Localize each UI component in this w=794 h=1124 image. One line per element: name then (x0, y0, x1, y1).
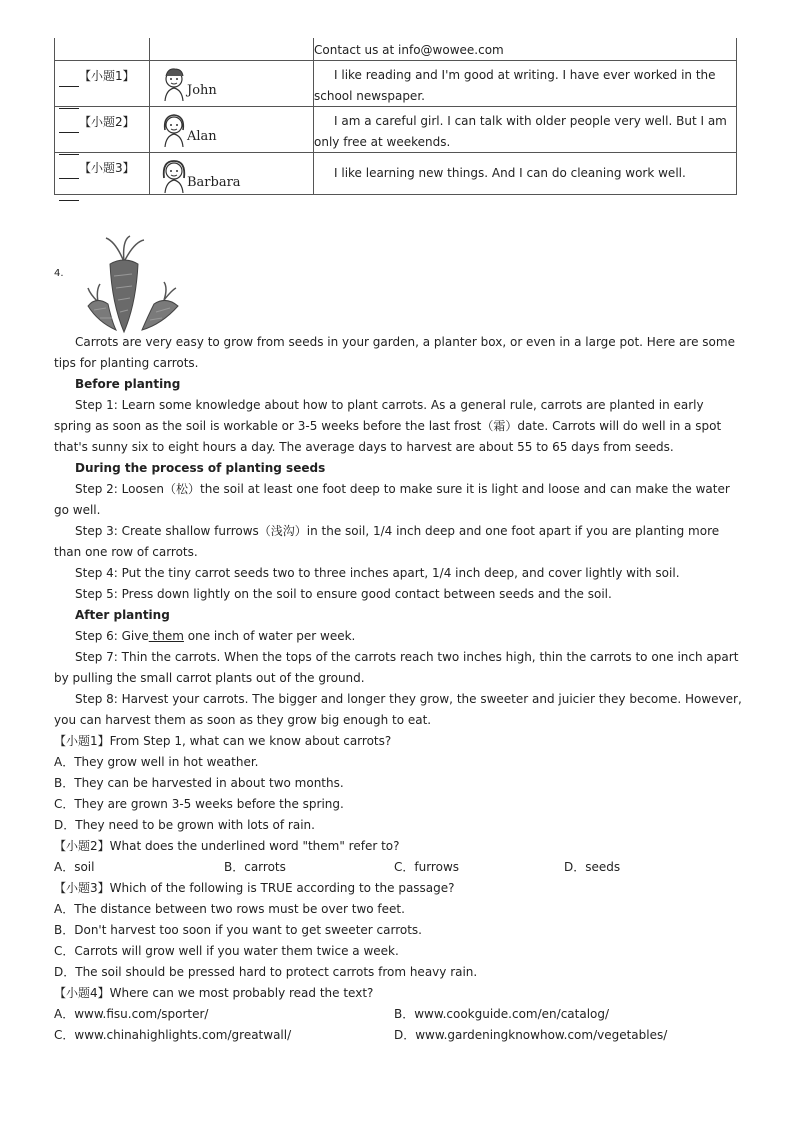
answer-option: A．They grow well in hot weather. (54, 755, 259, 769)
person-description: I am a careful girl. I can talk with older people very well. But I am only free at weekends. (314, 114, 727, 149)
passage-step: Step 3: Create shallow furrows（浅沟）in the soil, 1/4 inch deep and one foot apart if you are planting more than one row of carrots. (54, 524, 720, 559)
person-cell (150, 107, 314, 152)
reading-passage (54, 332, 744, 1046)
answer-option: D．The soil should be pressed hard to protect carrots from heavy rain. (54, 965, 478, 979)
answer-option: A．soil (54, 860, 95, 874)
question-label: 【小题1】 (79, 69, 135, 83)
answer-option: C．www.chinahighlights.com/greatwall/ (54, 1028, 292, 1042)
section-heading: Before planting (75, 377, 181, 391)
carrot-illustration-icon (86, 234, 186, 334)
person-name: Barbara (187, 175, 241, 190)
answer-option: B．They can be harvested in about two months. (54, 776, 344, 790)
passage-step: Step 7: Thin the carrots. When the tops of the carrots reach two inches high, thin the carrots to one inch apart by pulling the small carrot plants out of the ground. (54, 650, 739, 685)
person-cell (150, 153, 314, 194)
answer-options (54, 1004, 744, 1025)
underlined-word: them (148, 629, 184, 643)
person-description: I like learning new things. And I can do cleaning work well. (334, 166, 686, 180)
table-row (55, 153, 736, 195)
question-stem: 【小题4】Where can we most probably read the text? (54, 986, 374, 1000)
answer-options (54, 857, 744, 878)
answer-option: D．They need to be grown with lots of rain. (54, 818, 315, 832)
section-heading: During the process of planting seeds (75, 461, 326, 475)
question-stem: 【小题1】From Step 1, what can we know about carrots? (54, 734, 392, 748)
person-name: John (187, 83, 217, 98)
girl-portrait-icon (160, 112, 190, 148)
passage-step: Step 4: Put the tiny carrot seeds two to three inches apart, 1/4 inch deep, and cover lightly with soil. (75, 566, 680, 580)
answer-option: D．www.gardeningknowhow.com/vegetables/ (394, 1028, 668, 1042)
person-cell (150, 61, 314, 106)
answer-option: D．seeds (564, 860, 621, 874)
question-stem: 【小题3】Which of the following is TRUE according to the passage? (54, 881, 455, 895)
question-number: 4. (54, 268, 64, 279)
passage-step: Step 2: Loosen（松）the soil at least one foot deep to make sure it is light and loose and can make the water go well. (54, 482, 730, 517)
table-row (55, 61, 736, 107)
question-label-cell (55, 61, 150, 106)
section-heading: After planting (75, 608, 170, 622)
answer-option: B．carrots (224, 860, 286, 874)
boy-portrait-icon (160, 66, 190, 102)
answer-option: C．furrows (394, 860, 460, 874)
answer-option: A．www.fisu.com/sporter/ (54, 1007, 209, 1021)
answer-option: C．Carrots will grow well if you water them twice a week. (54, 944, 399, 958)
answer-option: A．The distance between two rows must be over two feet. (54, 902, 405, 916)
volunteer-table (54, 38, 737, 195)
passage-step: Step 8: Harvest your carrots. The bigger and longer they grow, the sweeter and juicier they become. However, you can harvest them as soon as they grow big enough to eat. (54, 692, 742, 727)
question-label: 【小题3】 (79, 161, 135, 175)
contact-text: Contact us at info@wowee.com (314, 43, 504, 57)
answer-options (54, 1025, 744, 1046)
answer-option: B．Don't harvest too soon if you want to get sweeter carrots. (54, 923, 422, 937)
answer-option: B．www.cookguide.com/en/catalog/ (394, 1007, 610, 1021)
question-label-cell (55, 153, 150, 194)
passage-step: Step 1: Learn some knowledge about how to plant carrots. As a general rule, carrots are planted in early spring as soon as the soil is workable or 3-5 weeks before the last frost（霜）date. Carrots will do well in a spot that's sunny six to eight hours a day. The average days to harvest are about 55 to 65 days from seeds. (54, 398, 722, 454)
question-stem: 【小题2】What does the underlined word "them" refer to? (54, 839, 400, 853)
passage-step: Step 6: Give them one inch of water per week. (75, 629, 356, 643)
person-description: I like reading and I'm good at writing. I have ever worked in the school newspaper. (314, 68, 716, 103)
person-name: Alan (187, 129, 217, 144)
passage-step: Step 5: Press down lightly on the soil to ensure good contact between seeds and the soil. (75, 587, 612, 601)
table-row-contact (55, 38, 736, 61)
question-label: 【小题2】 (79, 115, 135, 129)
girl-portrait-icon (160, 158, 190, 194)
table-row (55, 107, 736, 153)
passage-intro: Carrots are very easy to grow from seeds in your garden, a planter box, or even in a large pot. Here are some tips for planting carrots. (54, 335, 735, 370)
question-label-cell (55, 107, 150, 152)
answer-option: C．They are grown 3-5 weeks before the spring. (54, 797, 344, 811)
